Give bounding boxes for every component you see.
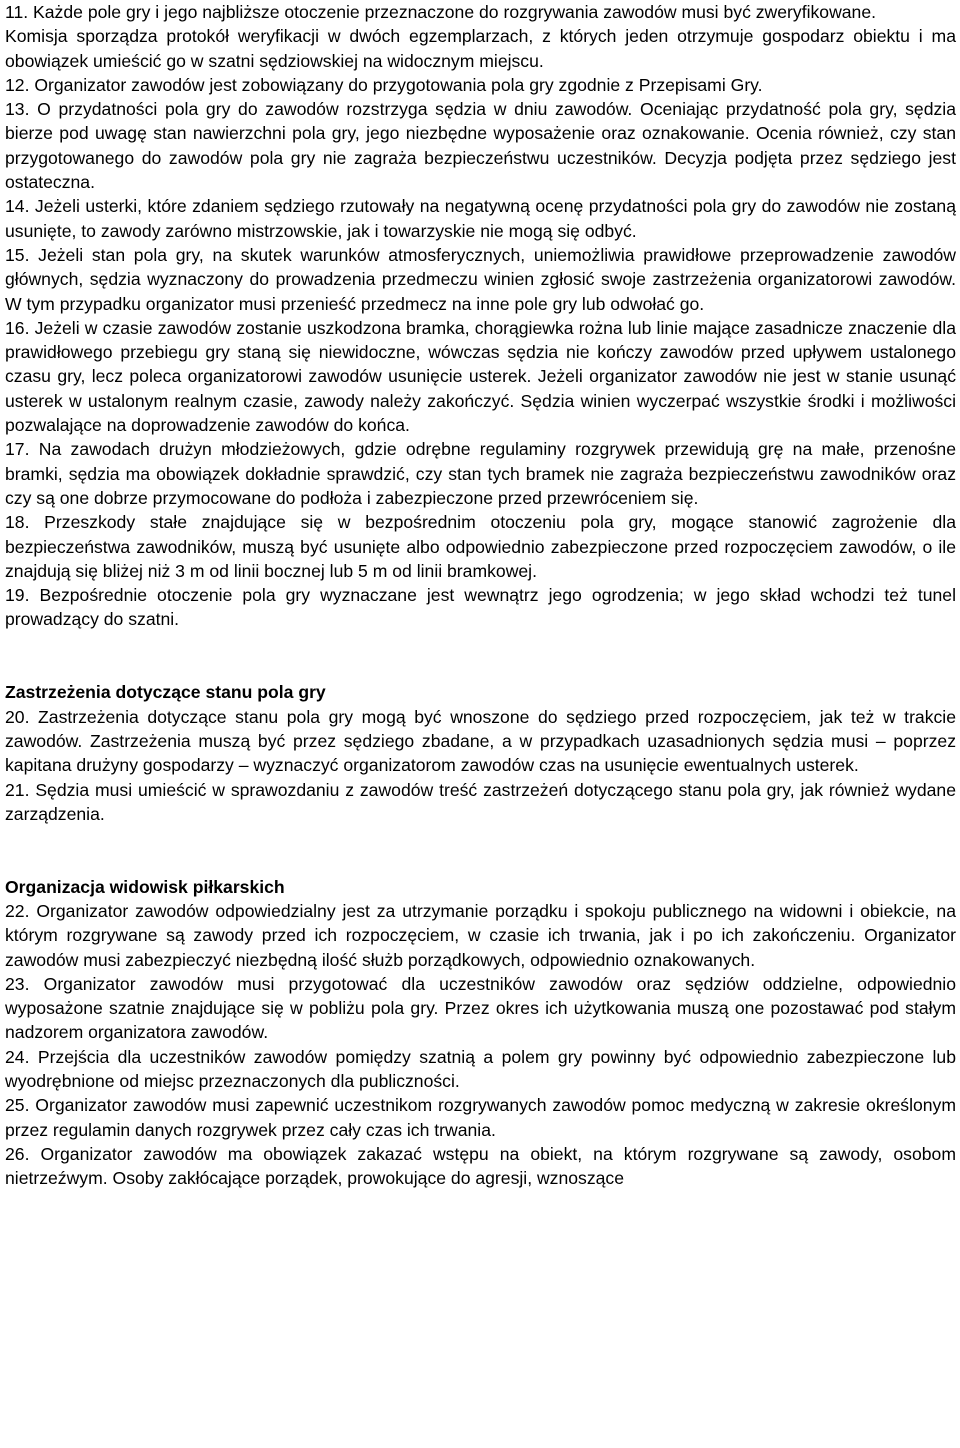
paragraph-24: 24. Przejścia dla uczestników zawodów pomiędzy szatnią a polem gry powinny być odpowiednio zabezpieczone lub wyodrębnione od miejsc przeznaczonych dla publiczności. [5, 1046, 956, 1092]
paragraph-16: 16. Jeżeli w czasie zawodów zostanie uszkodzona bramka, chorągiewka rożna lub linie mające zasadnicze znaczenie dla prawidłowego przebiegu gry staną się niewidoczne, wówczas sędzia nie kończy zawodów przed upływem ustalonego czasu gry, lecz poleca organizatorowi zawodów usunięcie usterek. Jeżeli organizator zawodów nie jest w stanie usunąć usterek w ustalonym realnym czasie, zawody należy zakończyć. Sędzia winien wyczerpać wszystkie środki i możliwości pozwalające na doprowadzenie zawodów do końca. [5, 317, 956, 436]
section-heading-event-organization: Organizacja widowisk piłkarskich [5, 876, 285, 897]
paragraph-15: 15. Jeżeli stan pola gry, na skutek warunków atmosferycznych, uniemożliwia prawidłowe przeprowadzenie zawodów głównych, sędzia wyznaczony do prowadzenia przedmeczu winien zgłosić swoje zastrzeżenia organizatorowi zawodów. W tym przypadku organizator musi przenieść przedmecz na inne pole gry lub odwołać go. [5, 244, 956, 314]
paragraph-12: 12. Organizator zawodów jest zobowiązany do przygotowania pola gry zgodnie z Przepisami Gry. [5, 74, 763, 95]
section-gap [5, 632, 956, 681]
paragraph-19: 19. Bezpośrednie otoczenie pola gry wyznaczane jest wewnątrz jego ogrodzenia; w jego skład wchodzi też tunel prowadzący do szatni. [5, 585, 956, 630]
paragraph-11: 11. Każde pole gry i jego najbliższe otoczenie przeznaczone do rozgrywania zawodów musi być zweryfikowane. [5, 2, 877, 22]
section-heading-field-objections: Zastrzeżenia dotyczące stanu pola gry [5, 682, 326, 703]
paragraph-protocol: Komisja sporządza protokół weryfikacji w dwóch egzemplarzach, z których jeden otrzymuje gospodarz obiektu i ma obowiązek umieścić go w szatni sędziowskiej na widocznym miejscu. [5, 26, 956, 71]
paragraph-22: 22. Organizator zawodów odpowiedzialny jest za utrzymanie porządku i spokoju publicznego na widowni i obiekcie, na którym rozgrywane są zawody przed ich rozpoczęciem, w czasie ich trwania, jak i po ich zakończeniu. Organizator zawodów musi zabezpieczyć niezbędną ilość służb porządkowych, odpowiednio oznakowanych. [5, 900, 956, 970]
paragraph-18: 18. Przeszkody stałe znajdujące się w bezpośrednim otoczeniu pola gry, mogące stanowić zagrożenie dla bezpieczeństwa zawodników, muszą być usunięte albo odpowiednio zabezpieczone przed rozpoczęciem zawodów, o ile znajdują się bliżej niż 3 m od linii bocznej lub 5 m od linii bramkowej. [5, 512, 956, 581]
paragraph-26: 26. Organizator zawodów ma obowiązek zakazać wstępu na obiekt, na którym rozgrywane są zawody, osobom nietrzeźwym. Osoby zakłócające porządek, prowokujące do agresji, wznoszące [5, 1143, 956, 1189]
paragraph-14: 14. Jeżeli usterki, które zdaniem sędziego rzutowały na negatywną ocenę przydatności pola gry do zawodów nie zostaną usunięte, to zawody zarówno mistrzowskie, jak i towarzyskie nie mogą się odbyć. [5, 196, 956, 241]
paragraph-13: 13. O przydatności pola gry do zawodów rozstrzyga sędzia w dniu zawodów. Oceniając przydatność pola gry, sędzia bierze pod uwagę stan nawierzchni pola gry, jego niezbędne wyposażenie oraz oznakowanie. Ocenia również, czy stan przygotowanego do zawodów pola gry nie zagraża bezpieczeństwu uczestników. Decyzja podjęta przez sędziego jest ostateczna. [5, 99, 956, 193]
paragraph-20: 20. Zastrzeżenia dotyczące stanu pola gry mogą być wnoszone do sędziego przed rozpoczęciem, jak też w trakcie zawodów. Zastrzeżenia muszą być przez sędziego zbadane, a w przypadkach uzasadnionych sędzia musi – poprzez kapitana drużyny gospodarzy – wyznaczyć organizatorom zawodów czas na usunięcie ewentualnych usterek. [5, 706, 956, 776]
document-page [5, 0, 956, 1191]
paragraph-21: 21. Sędzia musi umieścić w sprawozdaniu z zawodów treść zastrzeżeń dotyczącego stanu pola gry, jak również wydane zarządzenia. [5, 779, 956, 824]
paragraph-17: 17. Na zawodach drużyn młodzieżowych, gdzie odrębne regulaminy rozgrywek przewidują grę na małe, przenośne bramki, sędzia ma obowiązek dokładnie sprawdzić, czy stan tych bramek nie zagraża bezpieczeństwu zawodników oraz czy są one dobrze przymocowane do podłoża i zabezpieczone przed przewróceniem się. [5, 439, 956, 508]
section-gap [5, 826, 956, 875]
paragraph-25: 25. Organizator zawodów musi zapewnić uczestnikom rozgrywanych zawodów pomoc medyczną w zakresie określonym przez regulamin danych rozgrywek przez cały czas ich trwania. [5, 1095, 956, 1140]
paragraph-23: 23. Organizator zawodów musi przygotować dla uczestników zawodów oraz sędziów oddzielne, odpowiednio wyposażone szatnie znajdujące się w pobliżu pola gry. Przez okres ich użytkowania muszą one pozostawać pod stałym nadzorem organizatora zawodów. [5, 973, 956, 1043]
